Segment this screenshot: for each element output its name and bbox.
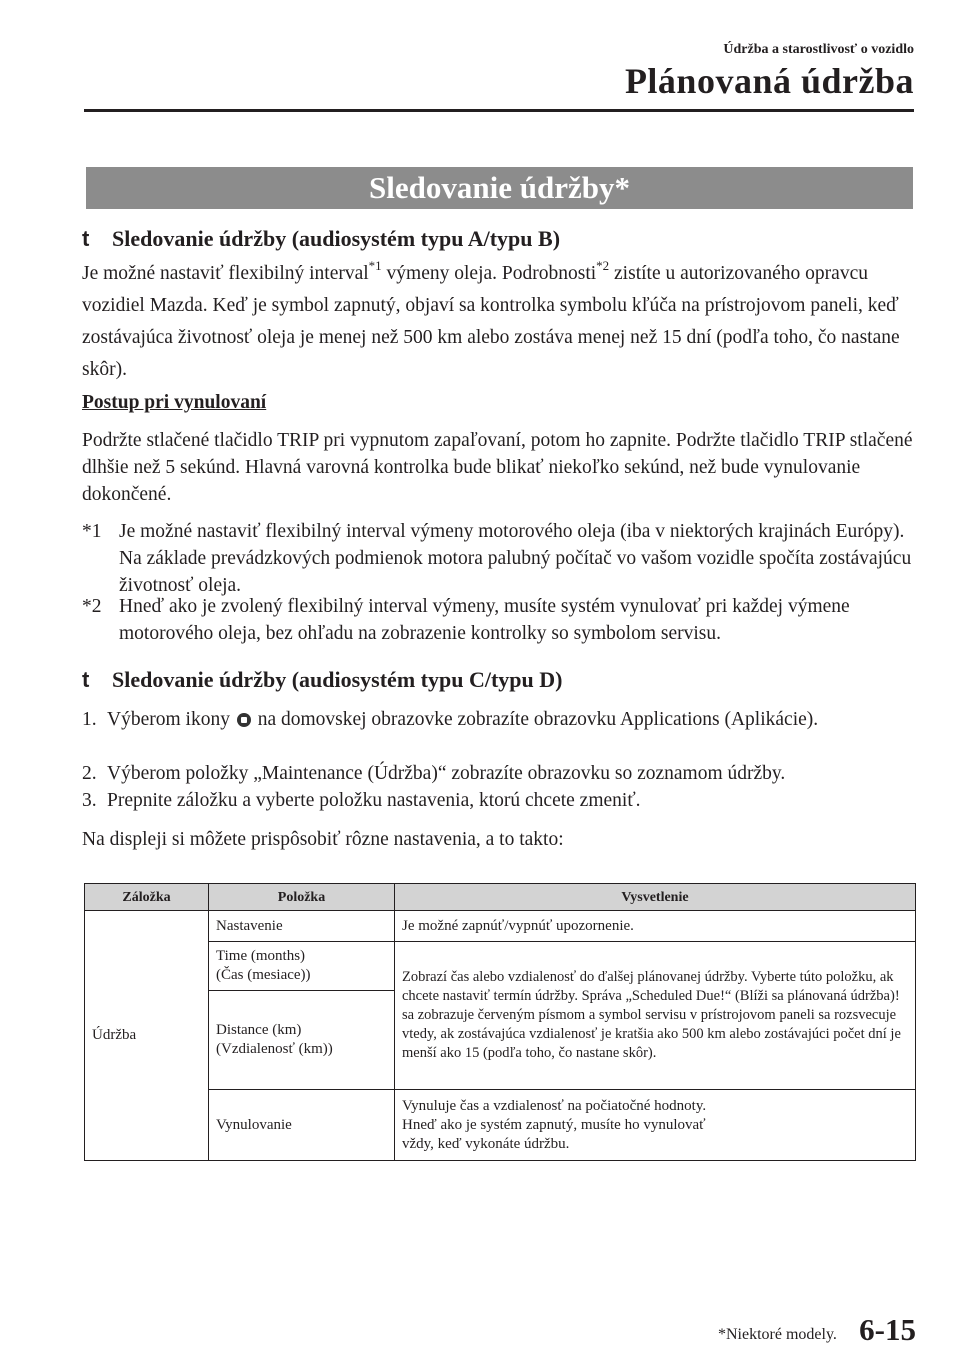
- section-heading-cd: [82, 667, 562, 693]
- intro-paragraph: Je možné nastaviť flexibilný interval$^{*1}$ výmeny oleja. Podrobnosti$^{*2}$ zistíte u autorizovaného opravcu vozidiel Mazda. Keď je symbol zapnutý, objaví sa kontrolka symbolu kľúča na prístrojovom paneli, keď zostávajúca životnosť oleja je menej než 500 km alebo zostáva menej než 15 dní (podľa toho, čo nastane skôr).: [82, 257, 900, 380]
- item-cell: Nastavenie: [209, 911, 395, 942]
- table-row: [85, 911, 916, 942]
- table-row: [85, 942, 916, 991]
- display-settings-text: Na displeji si môžete prispôsobiť rôzne nastavenia, a to takto:: [82, 829, 564, 850]
- description-cell: Je možné zapnúť/vypnúť upozornenie.: [395, 911, 916, 942]
- chapter-title: Údržba a starostlivosť o vozidlo: [723, 42, 914, 57]
- description-cell: Zobrazí čas alebo vzdialenosť do ďalšej plánovanej údržby. Vyberte túto položku, ak chcete nastaviť termín údržby. Správa „Scheduled Due!“ (Blíži sa plánovaná údržba)! sa zobrazuje červeným písmom a symbol servisu v prístrojovom paneli sa rozsvecuje vtedy, ak zostávajúca vzdialenosť je kratšia ako 500 km alebo zostávajúci počet dní je menší ako 15 (podľa toho, čo nastane skôr).: [395, 942, 916, 1090]
- step-1: 1. Výberom ikony na domovskej obrazovke zobrazíte obrazovku Applications (Aplikácie).: [82, 709, 819, 730]
- section-heading-ab: [82, 226, 560, 252]
- section-heading-text: Sledovanie údržby (audiosystém typu A/typu B): [112, 226, 561, 251]
- column-header: Vysvetlenie: [395, 884, 916, 911]
- description-cell: Vynuluje čas a vzdialenosť na počiatočné hodnoty. Hneď ako je systém zapnutý, musíte ho vynulovať vždy, keď vykonáte údržbu.: [395, 1090, 916, 1161]
- page-title: Plánovaná údržba: [624, 61, 914, 101]
- item-cell: Vynulovanie: [209, 1090, 395, 1161]
- section-marker-icon: t: [82, 226, 90, 251]
- reset-procedure-text: Podržte stlačené tlačidlo TRIP pri vypnutom zapaľovaní, potom ho zapnite. Podržte tlačidlo TRIP stlačené dlhšie než 5 sekúnd. Hlavná varovná kontrolka bude blikať niekoľko sekúnd, než bude vynulovanie dokončené.: [82, 430, 913, 505]
- page-number: 6-15: [859, 1312, 916, 1347]
- step-3: 3. Prepnite záložku a vyberte položku nastavenia, ktorú chcete zmeniť.: [82, 790, 641, 811]
- column-header: Položka: [209, 884, 395, 911]
- step-2: 2. Výberom položky „Maintenance (Údržba)“ zobrazíte obrazovku so zoznamom údržby.: [82, 763, 786, 784]
- maintenance-table: [84, 883, 916, 1161]
- footnote-1: *1 Je možné nastaviť flexibilný interval výmeny motorového oleja (iba v niektorých krajinách Európy). Na základe prevádzkových podmienok motora palubný počítač vo vašom vozidle spočíta zostávajúcu životnosť oleja.: [82, 521, 912, 596]
- footnote-ref-1: *1: [368, 257, 382, 273]
- footnote-2: *2 Hneď ako je zvolený flexibilný interval výmeny, musíte systém vynulovať pri každej výmene motorového oleja, bez ohľadu na zobrazenie kontrolky so symbolom servisu.: [82, 596, 850, 644]
- section-marker-icon: t: [82, 667, 90, 692]
- footnote-ref-2: *2: [596, 257, 610, 273]
- item-cell: Distance (km) (Vzdialenosť (km)): [209, 991, 395, 1090]
- reset-procedure-heading: Postup pri vynulovaní: [82, 392, 267, 413]
- footnote-models: *Niektoré modely.: [718, 1326, 837, 1343]
- section-banner: Sledovanie údržby*: [86, 167, 913, 209]
- header-rule: [84, 109, 914, 112]
- tab-cell: Údržba: [85, 911, 209, 1161]
- column-header: Záložka: [85, 884, 209, 911]
- section-heading-text: Sledovanie údržby (audiosystém typu C/typu D): [112, 667, 563, 692]
- table-header-row: [85, 884, 916, 911]
- applications-icon: [237, 713, 251, 727]
- item-cell: Time (months) (Čas (mesiace)): [209, 942, 395, 991]
- table-row: [85, 1090, 916, 1161]
